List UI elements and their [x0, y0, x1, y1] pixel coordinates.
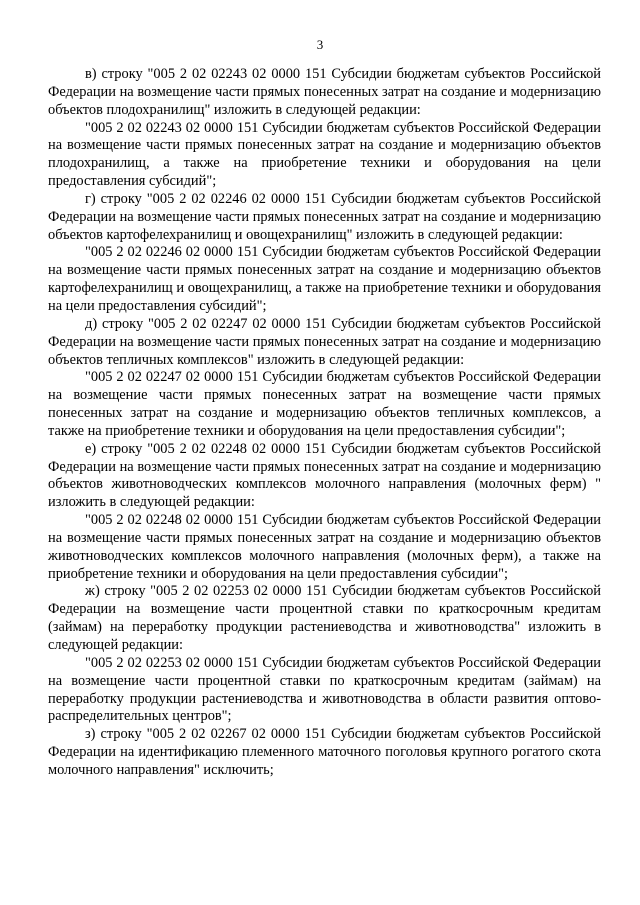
document-body	[48, 66, 601, 780]
paragraph-item-d-new-wording: "005 2 02 02247 02 0000 151 Субсидии бюджетам субъектов Российской Федерации на возмещение части прямых понесенных затрат на возмещение части прямых понесенных затрат на создание и модернизацию объектов тепличных комплексов, а также на приобретение техники и оборудования на цели предоставления субсидии";	[48, 369, 601, 439]
paragraph-item-e: е) строку "005 2 02 02248 02 0000 151 Субсидии бюджетам субъектов Российской Федерации на возмещение части прямых понесенных затрат на создание и модернизацию объектов животноводческих комплексов молочного направления (молочных ферм) " изложить в следующей редакции:	[48, 440, 601, 511]
paragraph-item-v: в) строку "005 2 02 02243 02 0000 151 Субсидии бюджетам субъектов Российской Федерации на возмещение части прямых понесенных затрат на создание и модернизацию объектов плодохранилищ" изложить в следующей редакции:	[48, 66, 601, 118]
paragraph-item-zh-new-wording: "005 2 02 02253 02 0000 151 Субсидии бюджетам субъектов Российской Федерации на возмещение части процентной ставки по краткосрочным кредитам (займам) на переработку продукции растениеводства и животноводства в области развития оптово-распределительных центров";	[48, 654, 601, 725]
paragraph-item-z: з) строку "005 2 02 02267 02 0000 151 Субсидии бюджетам субъектов Российской Федерации на идентификацию племенного маточного поголовья крупного рогатого скота молочного направления" исключить;	[48, 726, 601, 778]
page-number: 3	[316, 37, 324, 52]
paragraph-item-v-new-wording: "005 2 02 02243 02 0000 151 Субсидии бюджетам субъектов Российской Федерации на возмещение части прямых понесенных затрат на создание и модернизацию объектов плодохранилищ, а также на приобретение техники и оборудования на цели предоставления субсидий";	[48, 119, 601, 190]
paragraph-item-e-new-wording: "005 2 02 02248 02 0000 151 Субсидии бюджетам субъектов Российской Федерации на возмещение части прямых понесенных затрат на создание и модернизацию объектов животноводческих комплексов молочного направления (молочных ферм), а также на приобретение техники и оборудования на цели предоставления субсидии";	[48, 512, 601, 582]
paragraph-item-g: г) строку "005 2 02 02246 02 0000 151 Субсидии бюджетам субъектов Российской Федерации на возмещение части прямых понесенных затрат на создание и модернизацию объектов картофелехранилищ и овощехранилищ" изложить в следующей редакции:	[48, 190, 601, 243]
paragraph-item-g-new-wording: "005 2 02 02246 02 0000 151 Субсидии бюджетам субъектов Российской Федерации на возмещение части прямых понесенных затрат на создание и модернизацию объектов картофелехранилищ и овощехранилищ, а также на приобретение техники и оборудования на цели предоставления субсидий";	[48, 244, 601, 314]
paragraph-item-d: д) строку "005 2 02 02247 02 0000 151 Субсидии бюджетам субъектов Российской Федерации на возмещение части прямых понесенных затрат на создание и модернизацию объектов тепличных комплексов" изложить в следующей редакции:	[48, 315, 601, 368]
paragraph-item-zh: ж) строку "005 2 02 02253 02 0000 151 Субсидии бюджетам субъектов Российской Федерации на возмещение части процентной ставки по краткосрочным кредитам (займам) на переработку продукции растениеводства и животноводства" изложить в следующей редакции:	[48, 583, 601, 653]
